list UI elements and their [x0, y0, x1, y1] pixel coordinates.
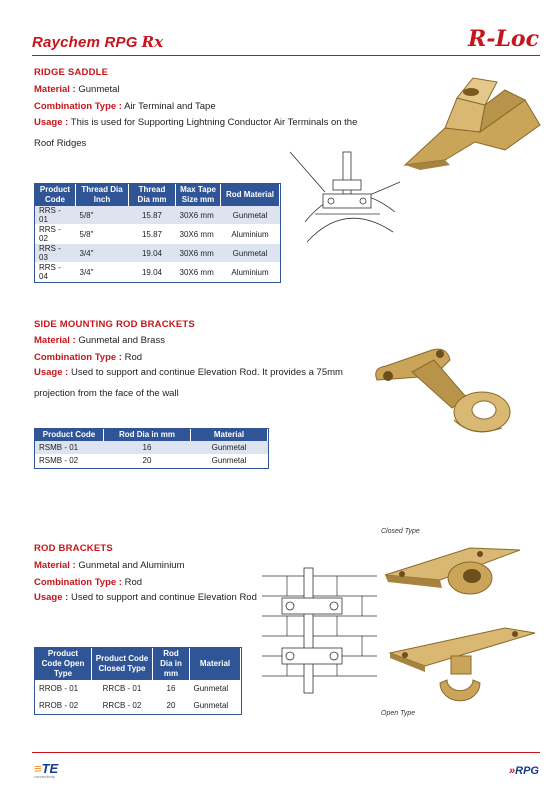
- table-row: [35, 454, 268, 468]
- table-cell: 3/4": [76, 244, 129, 263]
- r-loc-logo: R-Loc: [468, 26, 539, 52]
- table-cell: 16: [153, 680, 190, 697]
- usage-label: Usage :: [34, 367, 69, 378]
- side-usage-line: [34, 362, 364, 404]
- table-cell: 20: [104, 454, 191, 468]
- table-cell: 15.87: [129, 225, 176, 244]
- col-header: Product Code Closed Type: [92, 648, 153, 680]
- rpg-footer-logo: [509, 765, 539, 777]
- table-cell: 19.04: [129, 263, 176, 282]
- ridge-saddle-photo: [385, 70, 545, 180]
- table-cell: RRS - 01: [35, 206, 76, 225]
- brand-mark: Rx: [141, 33, 164, 51]
- usage-value: Used to support and continue Elevation Rod. It provides a 75mm projection from the face of the wall: [34, 367, 343, 399]
- table-cell: Gunmetal: [191, 441, 268, 454]
- table-cell: RROB - 01: [35, 680, 92, 697]
- material-label: Material :: [34, 335, 76, 346]
- combo-label: Combination Type :: [34, 101, 122, 112]
- rod-usage-line: [34, 587, 259, 608]
- table-row: [35, 697, 241, 714]
- table-cell: Gunmetal: [221, 206, 280, 225]
- closed-type-caption: Closed Type: [381, 528, 420, 535]
- table-cell: Gunmetal: [221, 244, 280, 263]
- table-cell: RRS - 04: [35, 263, 76, 282]
- table-cell: RSMB - 01: [35, 441, 104, 454]
- table-cell: Gunmetal: [190, 680, 241, 697]
- table-cell: 30X6 mm: [176, 225, 221, 244]
- col-header: Rod Dia in mm: [153, 648, 190, 680]
- usage-label: Usage :: [34, 117, 69, 128]
- table-cell: RRS - 02: [35, 225, 76, 244]
- side-bracket-photo: [372, 320, 522, 440]
- ridge-combo-line: [34, 101, 216, 112]
- combo-value: Rod: [124, 352, 143, 363]
- col-header: Thread Dia mm: [129, 184, 176, 206]
- table-cell: Aluminium: [221, 263, 280, 282]
- table-cell: 16: [104, 441, 191, 454]
- table-cell: 30X6 mm: [176, 206, 221, 225]
- combo-value: Rod: [124, 577, 143, 588]
- table-cell: 15.87: [129, 206, 176, 225]
- closed-type-photo: [380, 540, 530, 610]
- table-cell: Aluminium: [221, 225, 280, 244]
- usage-label: Usage :: [34, 592, 69, 603]
- table-row: [35, 206, 280, 225]
- material-value: Gunmetal and Aluminium: [78, 560, 185, 571]
- table-cell: RSMB - 02: [35, 454, 104, 468]
- table-cell: 30X6 mm: [176, 244, 221, 263]
- table-cell: RROB - 02: [35, 697, 92, 714]
- table-cell: RRCB - 01: [92, 680, 153, 697]
- table-cell: 5/8": [76, 225, 129, 244]
- usage-value: Used to support and continue Elevation Rod: [70, 592, 257, 603]
- combo-label: Combination Type :: [34, 577, 122, 588]
- rod-brackets-title: ROD BRACKETS: [34, 543, 113, 554]
- side-mounting-title: SIDE MOUNTING ROD BRACKETS: [34, 319, 195, 330]
- rod-brackets-table: [34, 647, 242, 715]
- table-cell: 30X6 mm: [176, 263, 221, 282]
- ridge-usage-line: [34, 112, 364, 154]
- rpg-chevron-icon: »: [509, 765, 516, 777]
- combo-value: Air Terminal and Tape: [124, 101, 216, 112]
- rod-material-line: [34, 560, 185, 571]
- ridge-material-line: [34, 84, 120, 95]
- table-row: [35, 263, 280, 282]
- col-header: Product Code: [35, 184, 76, 206]
- open-type-photo: [385, 628, 540, 710]
- col-header: Max Tape Size mm: [176, 184, 221, 206]
- header-divider: [32, 55, 540, 56]
- ridge-saddle-drawing: [285, 152, 405, 262]
- col-header: Product Code: [35, 429, 104, 441]
- side-mounting-table: [34, 428, 269, 469]
- te-logo-text: TE: [41, 761, 59, 776]
- table-cell: Gunmetal: [190, 697, 241, 714]
- col-header: Material: [190, 648, 241, 680]
- table-cell: 20: [153, 697, 190, 714]
- rod-bracket-drawing: [262, 568, 377, 698]
- table-cell: Gunmetal: [191, 454, 268, 468]
- te-stripes-icon: ≡: [34, 761, 42, 776]
- raychem-rpg-logo: [32, 33, 163, 51]
- material-label: Material :: [34, 84, 76, 95]
- col-header: Rod Dia in mm: [104, 429, 191, 441]
- te-connectivity-logo: [34, 761, 58, 779]
- table-cell: RRCB - 02: [92, 697, 153, 714]
- material-value: Gunmetal: [78, 84, 120, 95]
- col-header: Product Code Open Type: [35, 648, 92, 680]
- footer-divider: [32, 752, 540, 753]
- side-material-line: [34, 335, 165, 346]
- brand-left-text: Raychem RPG: [32, 34, 138, 51]
- table-cell: 3/4": [76, 263, 129, 282]
- material-value: Gunmetal and Brass: [78, 335, 165, 346]
- table-cell: 5/8": [76, 206, 129, 225]
- table-row: [35, 244, 280, 263]
- table-row: [35, 680, 241, 697]
- col-header: Rod Material: [221, 184, 280, 206]
- rpg-logo-text: RPG: [515, 765, 539, 777]
- table-cell: 19.04: [129, 244, 176, 263]
- te-logo-sub: connectivity: [34, 774, 55, 779]
- table-cell: RRS - 03: [35, 244, 76, 263]
- material-label: Material :: [34, 560, 76, 571]
- table-row: [35, 441, 268, 454]
- col-header: Material: [191, 429, 268, 441]
- col-header: Thread Dia Inch: [76, 184, 129, 206]
- ridge-saddle-title: RIDGE SADDLE: [34, 67, 109, 78]
- ridge-saddle-table: [34, 183, 281, 283]
- open-type-caption: Open Type: [381, 710, 416, 717]
- table-row: [35, 225, 280, 244]
- usage-value: This is used for Supporting Lightning Conductor Air Terminals on the Roof Ridges: [34, 117, 358, 149]
- combo-label: Combination Type :: [34, 352, 122, 363]
